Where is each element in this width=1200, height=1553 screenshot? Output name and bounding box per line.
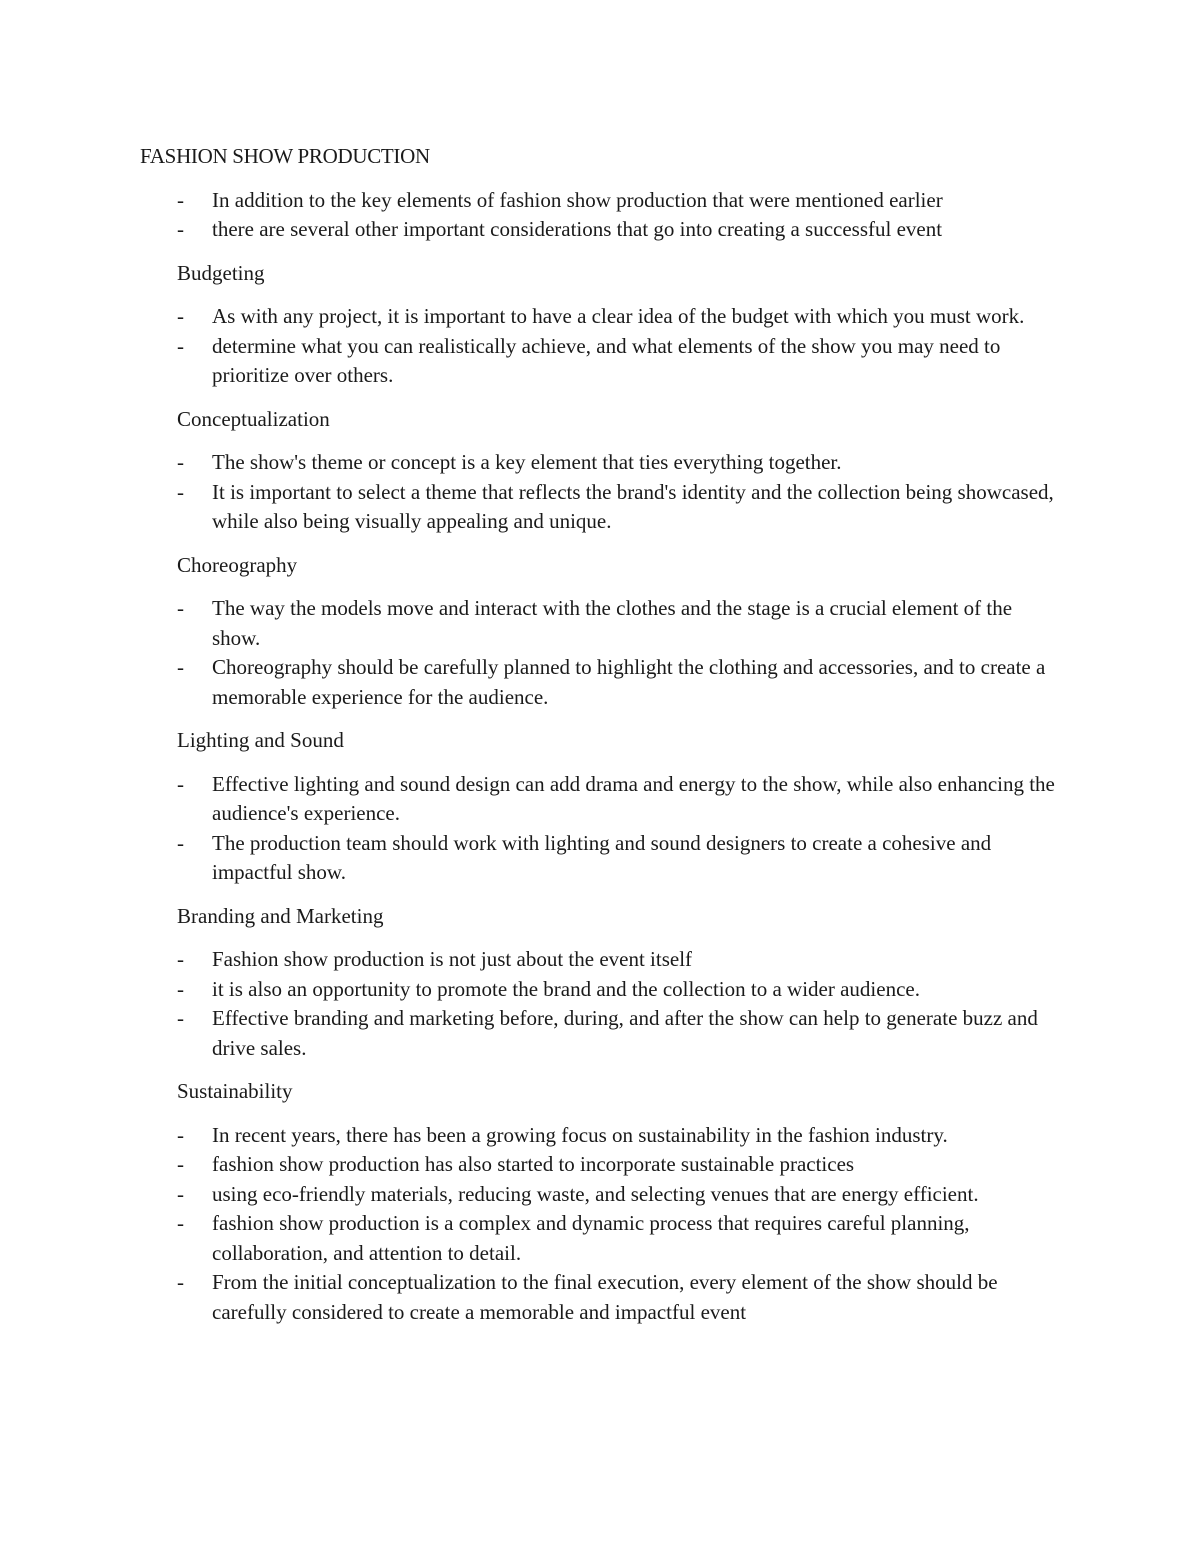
list-item xyxy=(140,770,1060,829)
section-sustainability xyxy=(140,1077,1060,1327)
list-item xyxy=(140,478,1060,537)
section-conceptualization xyxy=(140,405,1060,537)
document-title: FASHION SHOW PRODUCTION xyxy=(140,144,430,168)
bullet-dash: - xyxy=(177,187,184,212)
bullet-dash: - xyxy=(177,947,184,971)
section-heading: Conceptualization xyxy=(177,406,330,431)
list-item xyxy=(140,594,1060,653)
list-item xyxy=(140,829,1060,888)
bullet-dash: - xyxy=(177,1122,184,1147)
list-item-text: It is important to select a theme that reflects the brand's identity and the collection being showcased, while also being visually appealing and unique. xyxy=(212,479,1054,533)
intro-item xyxy=(140,186,1060,216)
section-heading: Choreography xyxy=(177,552,298,577)
list-item-text: fashion show production has also started to incorporate sustainable practices xyxy=(212,1152,855,1176)
list-item-text: it is also an opportunity to promote the brand and the collection to a wider audience. xyxy=(212,976,920,1001)
list-item xyxy=(140,1121,1060,1151)
list-item-text: The show's theme or concept is a key element that ties everything together. xyxy=(212,450,842,474)
intro-list xyxy=(140,186,1060,245)
bullet-dash: - xyxy=(177,771,184,796)
list-item-text: The production team should work with lighting and sound designers to create a cohesive and impactful show. xyxy=(212,830,992,884)
section-list xyxy=(140,770,1060,888)
list-item xyxy=(140,653,1060,712)
list-item-text: As with any project, it is important to have a clear idea of the budget with which you must work. xyxy=(212,304,1025,328)
section-branding-and-marketing xyxy=(140,902,1060,1064)
bullet-dash: - xyxy=(177,1270,184,1294)
bullet-dash: - xyxy=(177,830,184,855)
section-heading: Lighting and Sound xyxy=(177,728,344,752)
list-item-text: In recent years, there has been a growing focus on sustainability in the fashion industry. xyxy=(212,1122,948,1147)
bullet-dash: - xyxy=(177,1152,184,1176)
section-list xyxy=(140,302,1060,391)
bullet-dash: - xyxy=(177,1181,184,1206)
list-item-text: The way the models move and interact with the clothes and the stage is a crucial element of the show. xyxy=(212,596,1013,650)
list-item-text: Choreography should be carefully planned to highlight the clothing and accessories, and to create a memorable experience for the audience. xyxy=(212,655,1046,709)
section-lighting-and-sound xyxy=(140,726,1060,888)
bullet-dash: - xyxy=(177,596,184,620)
section-choreography xyxy=(140,551,1060,713)
bullet-dash: - xyxy=(177,655,184,679)
section-list xyxy=(140,1121,1060,1328)
section-heading: Sustainability xyxy=(177,1079,293,1103)
list-item xyxy=(140,332,1060,391)
list-item xyxy=(140,945,1060,975)
bullet-dash: - xyxy=(177,976,184,1001)
list-item-text: Effective branding and marketing before, during, and after the show can help to generate buzz and drive sales. xyxy=(212,1006,1038,1060)
list-item xyxy=(140,448,1060,478)
section-list xyxy=(140,594,1060,712)
list-item xyxy=(140,1268,1060,1327)
list-item-text: From the initial conceptualization to the final execution, every element of the show should be carefully considered to create a memorable and impactful event xyxy=(212,1270,998,1324)
bullet-dash: - xyxy=(177,479,184,504)
intro-item-text: In addition to the key elements of fashion show production that were mentioned earlier xyxy=(212,187,943,212)
list-item xyxy=(140,1180,1060,1210)
list-item xyxy=(140,975,1060,1005)
bullet-dash: - xyxy=(177,217,184,241)
list-item xyxy=(140,1209,1060,1268)
bullet-dash: - xyxy=(177,1211,184,1235)
section-heading: Branding and Marketing xyxy=(177,903,384,928)
bullet-dash: - xyxy=(177,304,184,328)
list-item xyxy=(140,1004,1060,1063)
list-item-text: fashion show production is a complex and dynamic process that requires careful planning, collaboration, and attention to detail. xyxy=(212,1211,970,1265)
bullet-dash: - xyxy=(177,450,184,474)
intro-item xyxy=(140,215,1060,245)
list-item-text: determine what you can realistically achieve, and what elements of the show you may need to prioritize over others. xyxy=(212,333,1001,387)
list-item xyxy=(140,1150,1060,1180)
section-heading: Budgeting xyxy=(177,260,265,285)
list-item-text: using eco-friendly materials, reducing waste, and selecting venues that are energy efficient. xyxy=(212,1181,979,1206)
document-body xyxy=(140,142,1060,1327)
list-item xyxy=(140,302,1060,332)
bullet-dash: - xyxy=(177,333,184,358)
list-item-text: Fashion show production is not just about the event itself xyxy=(212,947,693,971)
section-list xyxy=(140,448,1060,537)
bullet-dash: - xyxy=(177,1006,184,1030)
section-budgeting xyxy=(140,259,1060,391)
intro-item-text: there are several other important considerations that go into creating a successful event xyxy=(212,217,943,241)
list-item-text: Effective lighting and sound design can add drama and energy to the show, while also enhancing the audience's experience. xyxy=(212,771,1055,825)
section-list xyxy=(140,945,1060,1063)
